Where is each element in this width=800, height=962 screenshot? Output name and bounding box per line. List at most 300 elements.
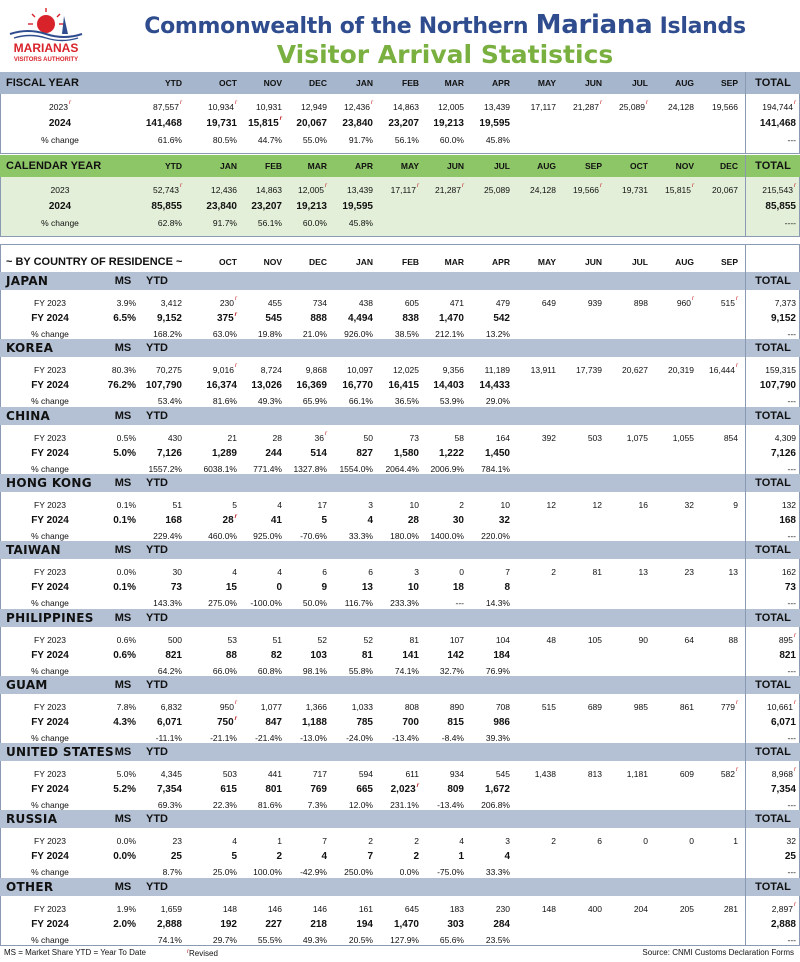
cell-sep-text: 9 bbox=[733, 499, 738, 510]
country-name bbox=[6, 743, 116, 761]
cell-apr bbox=[462, 632, 510, 647]
cell-may bbox=[371, 182, 419, 198]
cell-feb-text: 838 bbox=[402, 313, 419, 324]
cell-sep bbox=[690, 99, 738, 115]
cell-feb-text: 2 bbox=[414, 835, 419, 846]
revised-marker: r bbox=[794, 100, 796, 106]
cell-dec bbox=[279, 932, 327, 947]
logo-text: MARIANAS bbox=[13, 41, 79, 55]
header-aug bbox=[646, 72, 694, 94]
cell-aug-text: 24,128 bbox=[530, 185, 556, 195]
cell-oct-text: 66.0% bbox=[212, 665, 237, 676]
cell-ms-text: 5.0% bbox=[113, 448, 136, 459]
revised-marker: r bbox=[371, 100, 373, 106]
cell-ms bbox=[96, 311, 136, 326]
header-feb bbox=[371, 252, 419, 272]
cell-mar-text: 107 bbox=[449, 634, 464, 645]
cell-jan bbox=[325, 849, 373, 864]
cell-ytd bbox=[134, 782, 182, 797]
cell-ms bbox=[96, 932, 136, 947]
country-row bbox=[0, 362, 800, 377]
cell-ytd-text: 52,743 bbox=[153, 185, 179, 195]
cell-feb-text: 141 bbox=[402, 650, 419, 661]
cell-nov bbox=[234, 595, 282, 610]
cell-total bbox=[744, 632, 796, 647]
cell-mar-text: 12,005 bbox=[438, 102, 464, 112]
cell-ytd-text: 8.7% bbox=[162, 866, 182, 877]
country-header-guam bbox=[0, 676, 800, 694]
cell-mar-text: --- bbox=[455, 597, 464, 608]
row-label bbox=[20, 595, 80, 610]
cell-may bbox=[508, 564, 556, 579]
cell-ytd bbox=[134, 715, 182, 730]
cell-aug bbox=[646, 715, 694, 730]
country-header-united-states bbox=[0, 743, 800, 761]
cell-feb bbox=[371, 901, 419, 916]
cell-oct-text: 28 bbox=[222, 515, 234, 526]
cell-ytd-text: 6,071 bbox=[156, 717, 182, 728]
header-total-text: TOTAL bbox=[755, 160, 791, 172]
cell-aug bbox=[646, 766, 694, 781]
header-oct-text: OCT bbox=[219, 78, 237, 88]
cell-jul bbox=[600, 132, 648, 148]
cell-mar-text: 58 bbox=[454, 432, 464, 443]
cell-nov-text: 0 bbox=[276, 582, 282, 593]
cell-dec-text: 888 bbox=[310, 313, 327, 324]
country-name bbox=[6, 676, 116, 694]
cell-ms-text: 4.3% bbox=[113, 717, 136, 728]
cell-jan bbox=[325, 901, 373, 916]
cell-oct-text: 1,289 bbox=[211, 448, 237, 459]
header-may bbox=[508, 72, 556, 94]
header-aug-text: AUG bbox=[675, 78, 694, 88]
cell-jul bbox=[600, 864, 648, 879]
header-jun bbox=[554, 72, 602, 94]
header-total-text: TOTAL bbox=[755, 77, 791, 89]
cell-total-text: 141,468 bbox=[759, 117, 796, 129]
cell-ytd bbox=[134, 99, 182, 115]
cell-sep bbox=[690, 766, 738, 781]
cell-nov-text: 55.5% bbox=[257, 934, 282, 945]
cell-mar-text: 934 bbox=[449, 768, 464, 779]
cell-jun bbox=[554, 311, 602, 326]
country-row bbox=[0, 917, 800, 932]
cell-feb-text: 10 bbox=[409, 499, 419, 510]
cell-feb-text: 2064.4% bbox=[385, 463, 419, 474]
cell-apr-text: 29.0% bbox=[485, 395, 510, 406]
cell-jan-text: 55.8% bbox=[348, 665, 373, 676]
cell-may bbox=[508, 393, 556, 408]
cell-jun bbox=[554, 497, 602, 512]
header-jun-text: JUN bbox=[584, 257, 602, 267]
header-mar-text: MAR bbox=[444, 78, 464, 88]
cell-oct-text: 15 bbox=[225, 582, 237, 593]
cell-mar-text: 815 bbox=[447, 717, 464, 728]
cell-jun bbox=[554, 917, 602, 932]
header-total bbox=[750, 272, 796, 290]
cell-jan bbox=[325, 430, 373, 445]
cell-oct bbox=[600, 182, 648, 198]
cell-feb-text: 38.5% bbox=[394, 328, 419, 339]
cell-mar bbox=[416, 132, 464, 148]
revised-marker: r bbox=[180, 183, 182, 189]
country-name bbox=[6, 339, 116, 357]
cell-total-text: 7,354 bbox=[770, 784, 796, 795]
cell-apr-text: 76.9% bbox=[485, 665, 510, 676]
cell-total bbox=[744, 430, 796, 445]
cell-apr-text: 33.3% bbox=[485, 866, 510, 877]
cell-feb-text: 14,863 bbox=[393, 102, 419, 112]
cell-feb bbox=[371, 782, 419, 797]
cell-total bbox=[744, 215, 796, 231]
cell-jul bbox=[600, 917, 648, 932]
cell-total bbox=[744, 446, 796, 461]
cell-sep-text: 13 bbox=[728, 566, 738, 577]
fiscal-header-row bbox=[0, 72, 800, 94]
cell-nov bbox=[234, 864, 282, 879]
cell-aug bbox=[508, 215, 556, 231]
cell-dec bbox=[279, 580, 327, 595]
header-nov-text: NOV bbox=[263, 78, 282, 88]
cell-jun-text: 17,739 bbox=[576, 364, 602, 375]
country-row bbox=[0, 446, 800, 461]
row-label-text: FY 2024 bbox=[31, 448, 69, 459]
cell-total-text: 9,152 bbox=[770, 313, 796, 324]
cell-total-text: 159,315 bbox=[765, 364, 796, 375]
cell-dec-text: 50.0% bbox=[302, 597, 327, 608]
cell-jun bbox=[554, 699, 602, 714]
cell-nov-text: 2 bbox=[276, 851, 282, 862]
cell-ms-text: 0.1% bbox=[113, 515, 136, 526]
cell-jan-text: 250.0% bbox=[344, 866, 373, 877]
cell-jun-text: 689 bbox=[587, 701, 602, 712]
cell-mar bbox=[416, 378, 464, 393]
cell-may-text: 649 bbox=[541, 297, 556, 308]
country-row bbox=[0, 833, 800, 848]
residence-title bbox=[6, 252, 196, 272]
cell-feb bbox=[371, 513, 419, 528]
cell-jan bbox=[325, 595, 373, 610]
row-label-text: 2024 bbox=[48, 117, 72, 129]
cell-jan-text: 827 bbox=[356, 448, 373, 459]
cell-aug bbox=[646, 132, 694, 148]
cell-oct-text: 192 bbox=[220, 919, 237, 930]
cell-sep-text: 515 bbox=[720, 297, 735, 308]
cell-dec bbox=[279, 849, 327, 864]
cell-total bbox=[744, 849, 796, 864]
header-ms-text: MS bbox=[114, 746, 132, 758]
row-label bbox=[20, 430, 80, 445]
cell-jan-text: 13 bbox=[361, 582, 373, 593]
cell-jun-text: 105 bbox=[587, 634, 602, 645]
cell-jun bbox=[554, 132, 602, 148]
row-label bbox=[20, 497, 80, 512]
header-ytd bbox=[134, 155, 182, 177]
header-oct-text: OCT bbox=[630, 161, 648, 171]
cell-aug bbox=[646, 115, 694, 131]
cell-jun-text: 400 bbox=[587, 903, 602, 914]
cell-ytd-text: 1557.2% bbox=[148, 463, 182, 474]
cell-ytd bbox=[134, 513, 182, 528]
country-row bbox=[0, 311, 800, 326]
header-jul-text: JUL bbox=[631, 78, 648, 88]
cell-mar bbox=[416, 393, 464, 408]
cell-total-text: 194,744 bbox=[762, 102, 793, 112]
cell-may-text: 1,438 bbox=[534, 768, 556, 779]
cell-dec-text: 9 bbox=[321, 582, 327, 593]
header-mar-text: MAR bbox=[444, 257, 464, 267]
cell-jun-text: 21,287 bbox=[435, 185, 461, 195]
cell-jul bbox=[462, 215, 510, 231]
cell-dec bbox=[279, 513, 327, 528]
cell-ytd bbox=[134, 766, 182, 781]
cell-dec bbox=[279, 378, 327, 393]
cell-jan-text: 12.0% bbox=[348, 799, 373, 810]
cell-apr bbox=[325, 198, 373, 214]
cell-jul bbox=[600, 497, 648, 512]
cell-ytd bbox=[134, 497, 182, 512]
cell-dec bbox=[279, 362, 327, 377]
cell-apr bbox=[462, 833, 510, 848]
header-total bbox=[750, 676, 796, 694]
cell-total-text: 73 bbox=[784, 582, 796, 593]
row-label-text: FY 2024 bbox=[31, 717, 69, 728]
country-header-taiwan bbox=[0, 541, 800, 559]
cell-jul-text: 16 bbox=[638, 499, 648, 510]
cell-dec-text: 1327.8% bbox=[293, 463, 327, 474]
cell-mar-text: 19,213 bbox=[296, 200, 327, 212]
cell-nov-text: 13,026 bbox=[251, 380, 282, 391]
header-total-text: TOTAL bbox=[755, 342, 791, 354]
cell-aug bbox=[646, 782, 694, 797]
cell-jan-text: 594 bbox=[358, 768, 373, 779]
cell-ytd-text: 2,888 bbox=[156, 919, 182, 930]
cell-ms bbox=[96, 362, 136, 377]
cell-oct-text: 19,731 bbox=[206, 117, 237, 129]
country-header-japan bbox=[0, 272, 800, 290]
cell-apr-text: 23.5% bbox=[485, 934, 510, 945]
cell-jun bbox=[554, 295, 602, 310]
cell-jun-text: 21,287 bbox=[573, 102, 599, 112]
cell-total bbox=[744, 782, 796, 797]
cell-apr bbox=[462, 864, 510, 879]
cell-mar bbox=[416, 715, 464, 730]
cell-may bbox=[508, 580, 556, 595]
header-sep bbox=[690, 72, 738, 94]
cell-mar bbox=[416, 699, 464, 714]
cell-dec-text: 7.3% bbox=[307, 799, 327, 810]
cell-sep bbox=[690, 833, 738, 848]
cell-jan bbox=[189, 215, 237, 231]
cell-oct-text: 460.0% bbox=[208, 530, 237, 541]
cell-nov-text: 455 bbox=[267, 297, 282, 308]
header-ms bbox=[108, 810, 138, 828]
cell-jan-text: 50 bbox=[363, 432, 373, 443]
cell-oct bbox=[189, 632, 237, 647]
cell-jan-text: 81 bbox=[361, 650, 373, 661]
cell-ms bbox=[96, 295, 136, 310]
cell-ytd bbox=[134, 362, 182, 377]
revised-marker: r bbox=[180, 100, 182, 106]
cell-mar bbox=[416, 864, 464, 879]
cell-ms bbox=[96, 917, 136, 932]
row-label bbox=[20, 917, 80, 932]
cell-ytd-text: 25 bbox=[170, 851, 182, 862]
cell-total bbox=[744, 864, 796, 879]
row-label-text: % change bbox=[31, 934, 69, 945]
header-ms bbox=[108, 743, 138, 761]
cell-jan bbox=[325, 699, 373, 714]
cell-apr-text: 542 bbox=[493, 313, 510, 324]
header-ms bbox=[108, 339, 138, 357]
cell-oct bbox=[189, 901, 237, 916]
cell-total-text: 7,126 bbox=[770, 448, 796, 459]
cell-oct-text: 22.3% bbox=[212, 799, 237, 810]
cell-ytd bbox=[134, 295, 182, 310]
cell-ms bbox=[96, 393, 136, 408]
cell-may bbox=[371, 215, 419, 231]
cell-feb bbox=[371, 295, 419, 310]
header-dec-text: DEC bbox=[309, 257, 327, 267]
cell-ytd-text: 64.2% bbox=[157, 665, 182, 676]
header-total bbox=[750, 339, 796, 357]
cell-jan bbox=[189, 198, 237, 214]
cell-oct bbox=[189, 115, 237, 131]
cell-jul bbox=[600, 833, 648, 848]
cell-jun bbox=[554, 580, 602, 595]
cell-total-text: --- bbox=[787, 597, 796, 608]
cell-dec-text: 55.0% bbox=[302, 135, 327, 145]
cell-sep-text: 854 bbox=[723, 432, 738, 443]
country-name bbox=[6, 878, 116, 896]
cell-jun bbox=[554, 648, 602, 663]
cell-dec-text: 17 bbox=[317, 499, 327, 510]
cell-aug-text: 1,055 bbox=[672, 432, 694, 443]
cell-sep bbox=[690, 849, 738, 864]
row-label-text: FY 2024 bbox=[31, 784, 69, 795]
cell-ytd bbox=[134, 648, 182, 663]
cell-aug bbox=[646, 632, 694, 647]
cell-jul bbox=[600, 362, 648, 377]
cell-oct bbox=[189, 580, 237, 595]
cell-ytd-text: 23 bbox=[172, 835, 182, 846]
row-label bbox=[40, 132, 80, 148]
cell-apr-text: 19,595 bbox=[479, 117, 510, 129]
header-jul bbox=[600, 252, 648, 272]
cell-feb-text: 1,470 bbox=[393, 919, 419, 930]
cell-apr-text: 220.0% bbox=[481, 530, 510, 541]
country-name bbox=[6, 474, 116, 492]
country-row bbox=[0, 393, 800, 408]
cell-apr-text: 19,595 bbox=[342, 200, 373, 212]
cell-nov-text: 10,931 bbox=[256, 102, 282, 112]
calendar-row-cur bbox=[0, 198, 800, 214]
revised-marker: r bbox=[736, 295, 738, 302]
cell-jul-text: 13 bbox=[638, 566, 648, 577]
cell-mar-text: 12,005 bbox=[298, 185, 324, 195]
header-ms-text: MS bbox=[114, 544, 132, 556]
revised-marker: r bbox=[692, 295, 694, 302]
header-ms bbox=[108, 676, 138, 694]
cell-dec-text: 49.3% bbox=[302, 934, 327, 945]
cell-feb-text: 10 bbox=[407, 582, 419, 593]
cell-oct bbox=[189, 766, 237, 781]
revised-marker: r bbox=[736, 766, 738, 773]
cell-nov bbox=[234, 901, 282, 916]
revised-marker: r bbox=[692, 183, 694, 189]
cell-mar-text: 212.1% bbox=[435, 328, 464, 339]
country-row bbox=[0, 864, 800, 879]
cell-nov-text: 146 bbox=[267, 903, 282, 914]
revised-marker: r bbox=[462, 183, 464, 189]
cell-jan bbox=[325, 766, 373, 781]
cell-aug-text: 64 bbox=[684, 634, 694, 645]
cell-jun bbox=[554, 393, 602, 408]
header-ms-text: MS bbox=[114, 477, 132, 489]
cell-total-text: 32 bbox=[786, 835, 796, 846]
cell-jan bbox=[325, 295, 373, 310]
cell-ms-text: 0.0% bbox=[116, 835, 136, 846]
cell-apr bbox=[462, 115, 510, 131]
cell-nov bbox=[234, 295, 282, 310]
cell-total-text: 6,071 bbox=[770, 717, 796, 728]
header-feb-text: FEB bbox=[402, 257, 419, 267]
cell-jan bbox=[325, 715, 373, 730]
cell-feb bbox=[371, 632, 419, 647]
cell-jun bbox=[554, 378, 602, 393]
cell-feb bbox=[371, 311, 419, 326]
cell-ytd bbox=[134, 632, 182, 647]
row-label-text: % change bbox=[31, 597, 69, 608]
cell-jan bbox=[325, 115, 373, 131]
cell-jan-text: 91.7% bbox=[348, 135, 373, 145]
row-label-text: FY 2024 bbox=[31, 650, 69, 661]
header-ms bbox=[108, 474, 138, 492]
cell-apr bbox=[462, 446, 510, 461]
cell-jun-text: 81 bbox=[592, 566, 602, 577]
cell-oct-text: 503 bbox=[222, 768, 237, 779]
cell-total bbox=[744, 833, 796, 848]
cell-total bbox=[744, 648, 796, 663]
cell-apr-text: 1,450 bbox=[484, 448, 510, 459]
cell-ms bbox=[96, 446, 136, 461]
cell-apr-text: 986 bbox=[493, 717, 510, 728]
header-feb bbox=[234, 155, 282, 177]
cell-jul bbox=[600, 446, 648, 461]
cell-ytd bbox=[134, 849, 182, 864]
cell-may bbox=[508, 917, 556, 932]
revised-marker: r bbox=[794, 766, 796, 773]
cell-nov bbox=[234, 580, 282, 595]
header-oct bbox=[189, 72, 237, 94]
cell-aug-text: 861 bbox=[679, 701, 694, 712]
cell-jun bbox=[554, 932, 602, 947]
cell-nov bbox=[234, 132, 282, 148]
cell-mar-text: 2006.9% bbox=[430, 463, 464, 474]
cell-jun bbox=[554, 849, 602, 864]
cell-feb bbox=[371, 132, 419, 148]
cell-nov-text: 4 bbox=[277, 566, 282, 577]
cell-may-text: 148 bbox=[541, 903, 556, 914]
country-header-china bbox=[0, 407, 800, 425]
cell-ytd-text: 3,412 bbox=[160, 297, 182, 308]
row-label-text: 2023 bbox=[50, 185, 70, 195]
cell-mar bbox=[416, 430, 464, 445]
cell-jan bbox=[325, 782, 373, 797]
cell-aug bbox=[646, 362, 694, 377]
cell-jul bbox=[600, 715, 648, 730]
cell-mar-text: 4 bbox=[459, 835, 464, 846]
